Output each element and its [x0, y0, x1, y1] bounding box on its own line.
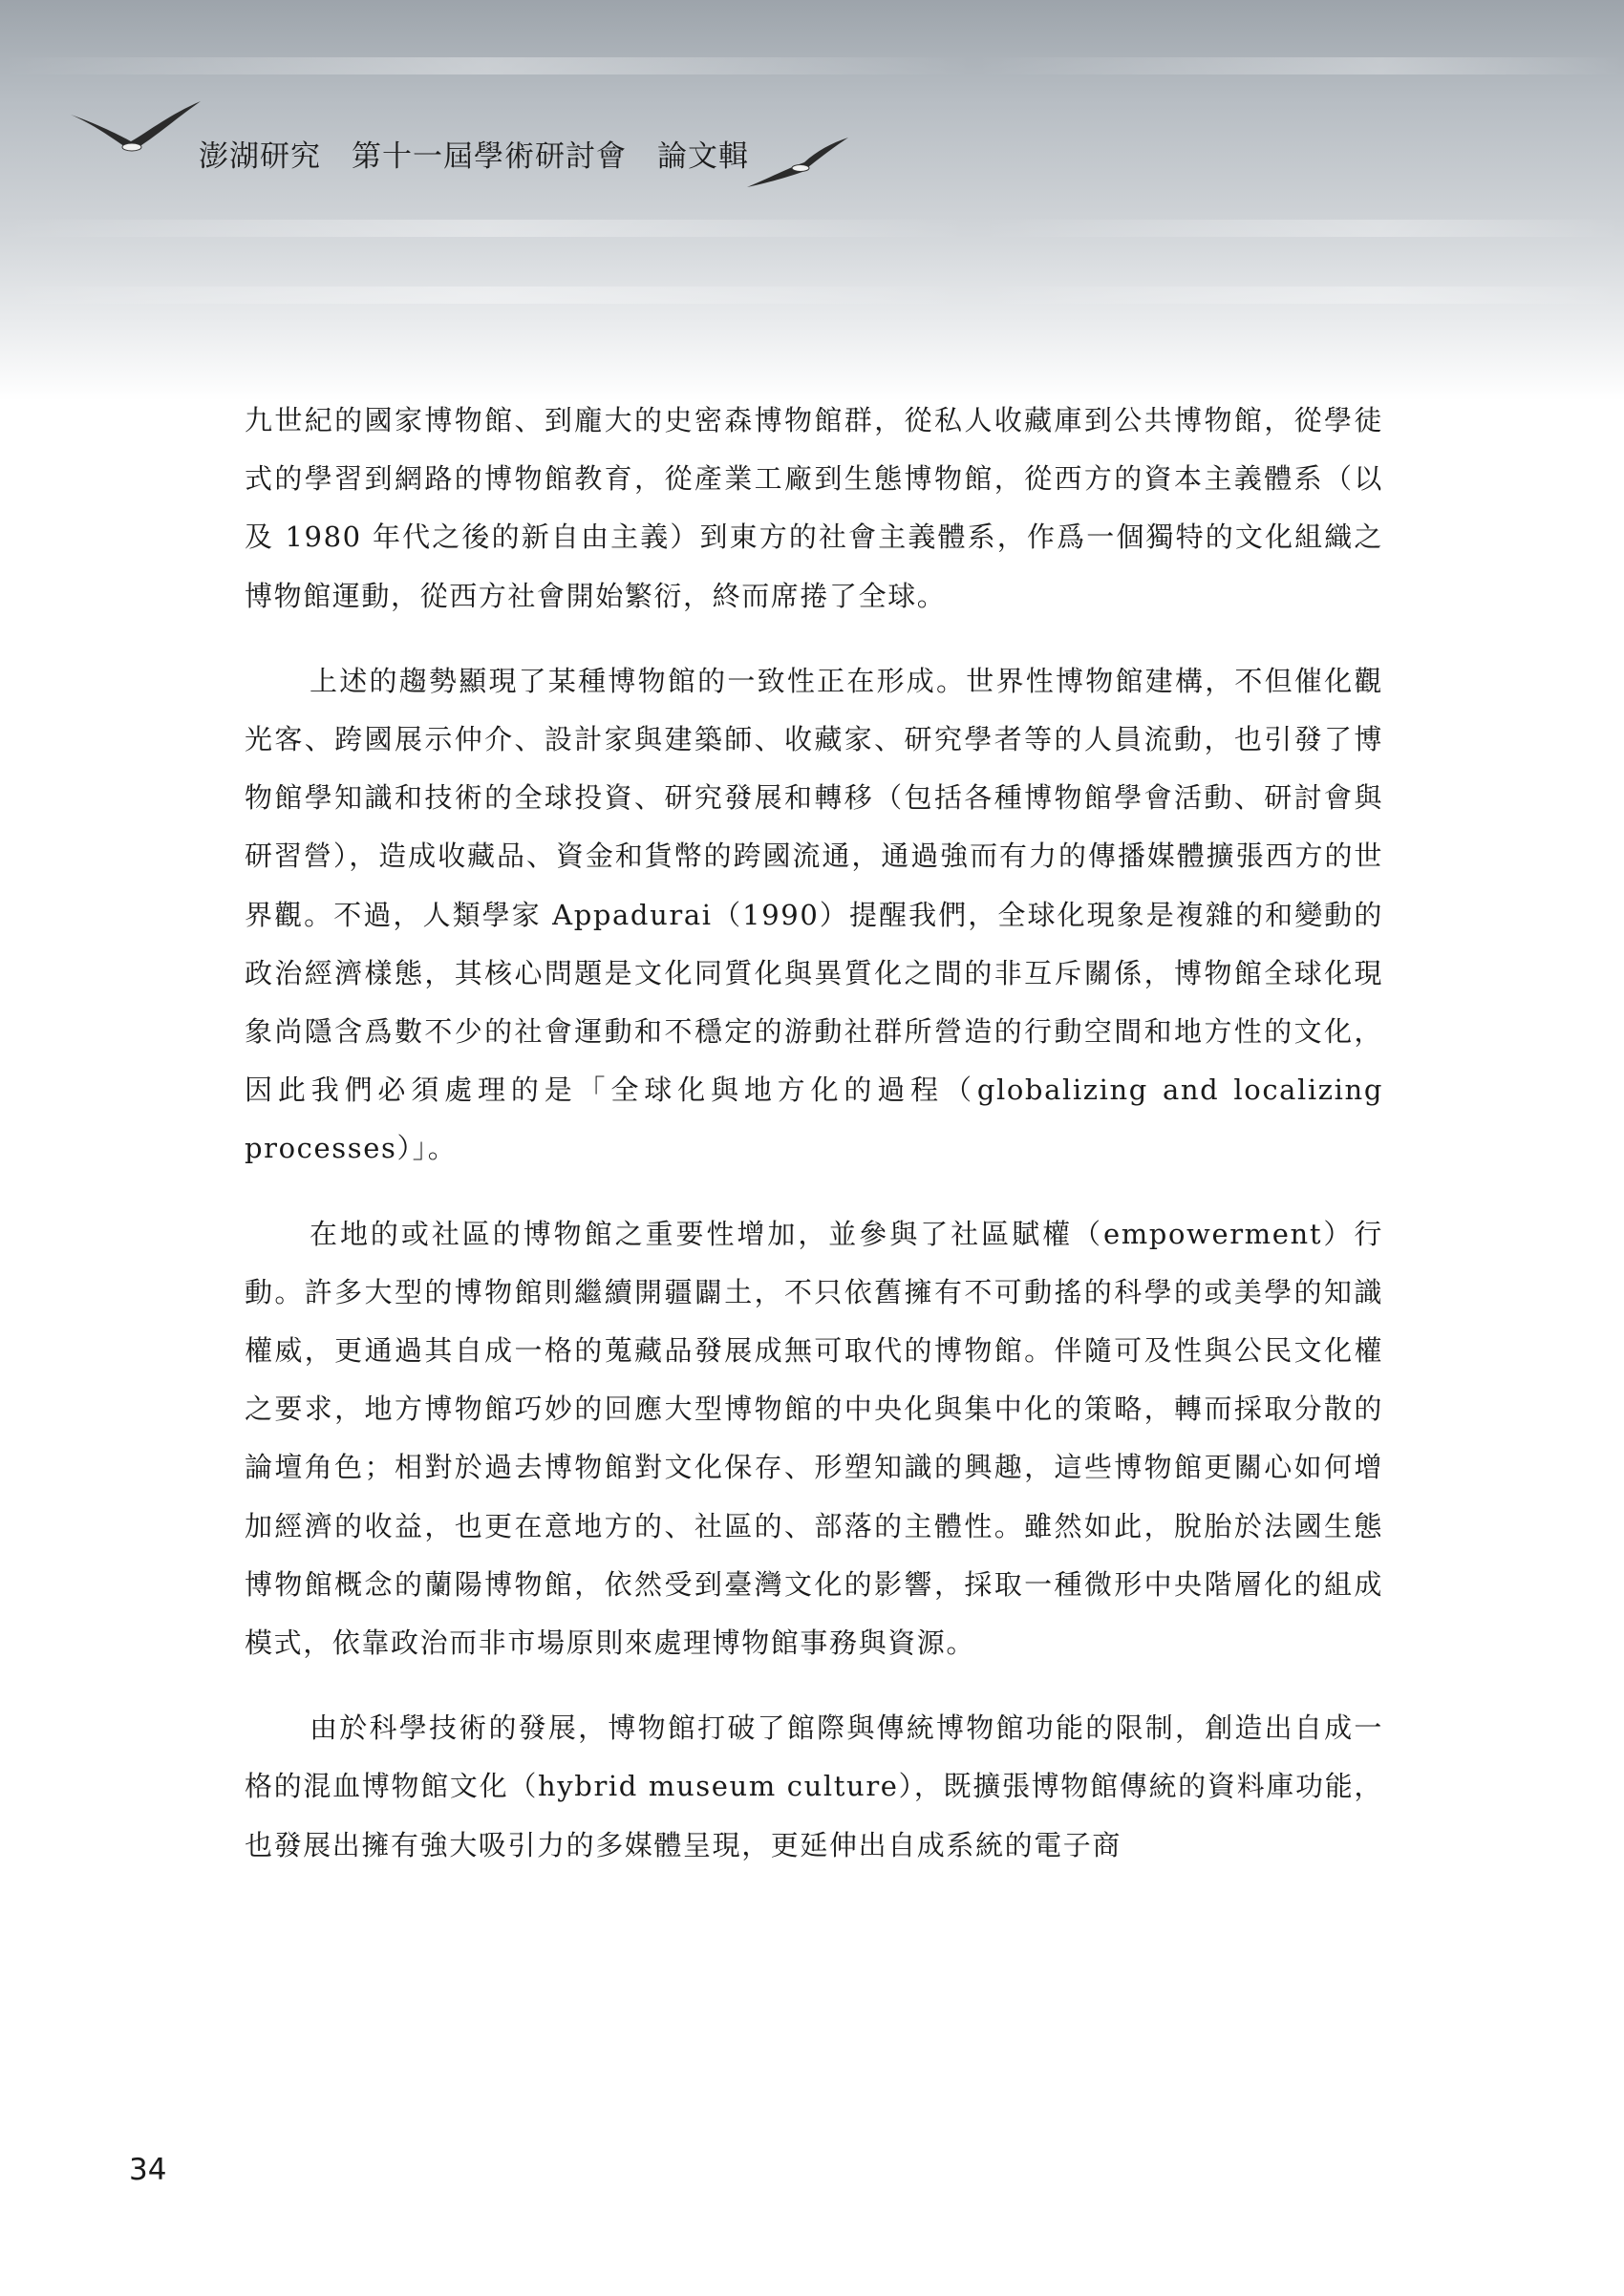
paragraph: 上述的趨勢顯現了某種博物館的一致性正在形成。世界性博物館建構，不但催化觀光客、跨國展示仲介、設計家與建築師、收藏家、研究學者等的人員流動，也引發了博物館學知識和技術的全球投資、研究發展和轉移（包括各種博物館學會活動、研討會與研習營），造成收藏品、資金和貨幣的跨國流通，通過強而有力的傳播媒體擴張西方的世界觀。不過，人類學家 Appadurai（1990）提醒我們，全球化現象是複雜的和變動的政治經濟樣態，其核心問題是文化同質化與異質化之間的非互斥關係，博物館全球化現象尚隱含爲數不少的社會運動和不穩定的游動社群所營造的行動空間和地方性的文化，因此我們必須處理的是「全球化與地方化的過程（globalizing and localizing processes）」。 [245, 664, 1383, 1165]
conference-name: 第十一屆學術研討會 [352, 139, 627, 174]
body-text [245, 392, 1383, 1902]
running-header [199, 132, 780, 175]
volume-name: 論文輯 [657, 139, 749, 174]
paragraph: 由於科學技術的發展，博物館打破了館際與傳統博物館功能的限制，創造出自成一格的混血博物館文化（hybrid museum culture），既擴張博物館傳統的資料庫功能，也發展出擁有強大吸引力的多媒體呈現，更延伸出自成系統的電子商 [245, 1711, 1383, 1861]
journal-name: 澎湖研究 [199, 139, 321, 174]
sky-wave [0, 287, 1624, 304]
paragraph: 在地的或社區的博物館之重要性增加，並參與了社區賦權（empowerment）行動。許多大型的博物館則繼續開疆闢土，不只依舊擁有不可動搖的科學的或美學的知識權威，更通過其自成一格的蒐藏品發展成無可取代的博物館。伴隨可及性與公民文化權之要求，地方博物館巧妙的回應大型博物館的中央化與集中化的策略，轉而採取分散的論壇角色；相對於過去博物館對文化保存、形塑知識的興趣，這些博物館更關心如何增加經濟的收益，也更在意地方的、社區的、部落的主體性。雖然如此，脫胎於法國生態博物館概念的蘭陽博物館，依然受到臺灣文化的影響，採取一種微形中央階層化的組成模式，依靠政治而非市場原則來處理博物館事務與資源。 [245, 1217, 1383, 1660]
sky-wave [0, 220, 1624, 237]
header-band [0, 0, 1624, 401]
seagull-icon [69, 96, 203, 162]
paragraph: 九世紀的國家博物館、到龐大的史密森博物館群，從私人收藏庫到公共博物館，從學徒式的學習到網路的博物館教育，從產業工廠到生態博物館，從西方的資本主義體系（以及 1980 年代之後的新自由主義）到東方的社會主義體系，作爲一個獨特的文化組織之博物館運動，從西方社會開始繁衍，終而席捲了全球。 [245, 404, 1383, 612]
page-number: 34 [129, 2153, 167, 2187]
sky-wave [0, 57, 1624, 74]
